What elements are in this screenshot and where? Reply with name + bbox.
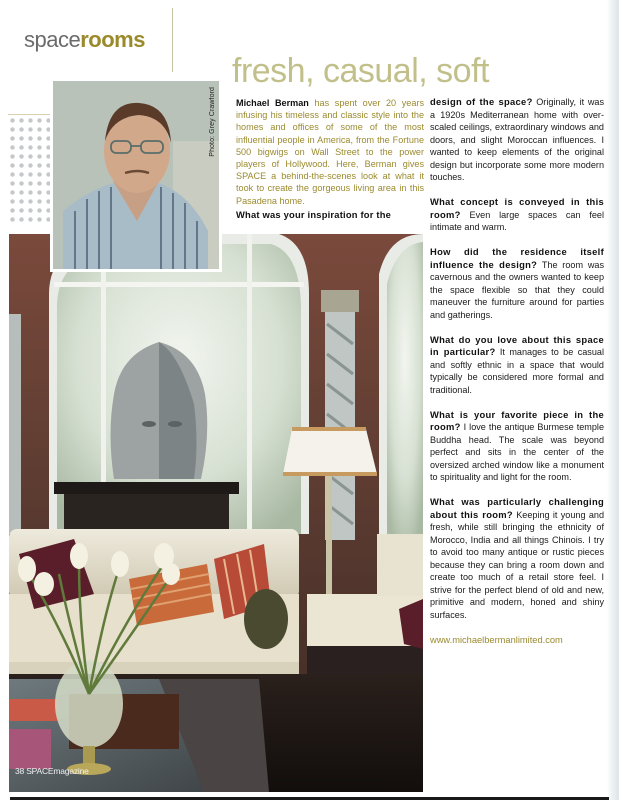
qa-question: What is your favorite piece in the room?	[430, 408, 604, 432]
qa-question: design of the space?	[430, 96, 533, 107]
window-transom	[54, 282, 304, 287]
lamp-stand	[326, 476, 332, 596]
qa-answer: Keeping it young and fresh, while still bringing the ethnicity of Morocco, India and all things Chinois. I try to avoid too many antique or rustic pieces because they can bring a room down and create too much of a retail store feel. I strive for the perfect blend of old and new, primitive and modern, honed and shiny surfaces.	[430, 509, 605, 620]
qa-answer: Originally, it was a 1920s Mediterranean home with over-scaled ceilings, extraordinary windows and doors, and slight Moroccan influences. I wanted to keep elements of the original design but incorporate some more modern touches.	[430, 97, 604, 182]
designer-website-link[interactable]: www.michaelbermanlimited.com	[430, 634, 563, 645]
first-question-start: What was your inspiration for the	[236, 208, 392, 220]
console-table	[54, 482, 239, 494]
page-folio: 38 SPACEmagazine	[15, 766, 89, 776]
portrait-photo	[50, 78, 222, 272]
designer-name: Michael Berman	[236, 98, 309, 108]
qa-question: How did the residence itself influence the design?	[430, 246, 604, 270]
lamp-shade-trim	[292, 427, 366, 431]
dot-pattern-decoration	[8, 116, 50, 226]
section-label-bold: rooms	[80, 27, 145, 52]
book-orange	[9, 699, 57, 721]
sofa-base	[9, 662, 299, 674]
qa-question: What concept is conveyed in this room?	[430, 196, 604, 220]
qa-item	[430, 196, 604, 234]
intro-paragraph	[236, 97, 424, 221]
qa-answer: Even large spaces can feel intimate and warm.	[430, 209, 604, 232]
photo-credit: Photo: Grey Crawford	[209, 87, 216, 157]
intro-text: has spent over 20 years infusing his timeless and classic style into the homes and offices of some of the most influential people in America, from the Fortune 500 bigwigs on Wall Street to the power players of Hollywood. Here, Berman gives SPACE a behind-the-scenes look at what it took to create the gorgeous living area in this Pasadena home.	[236, 98, 424, 206]
section-label-light: space	[24, 27, 81, 52]
qa-item	[430, 334, 604, 397]
qa-answer: It manages to be casual and softly ethnic in a space that would typically be considered more formal and traditional.	[430, 347, 604, 395]
section-label	[24, 28, 145, 52]
bolster-pillow	[244, 589, 288, 649]
lamp-shade	[283, 429, 377, 474]
console-table-base	[64, 494, 229, 534]
page-edge	[607, 0, 619, 800]
right-window-glass	[387, 242, 423, 534]
qa-item	[430, 496, 604, 621]
qa-column	[430, 96, 604, 646]
dots-rule	[8, 114, 50, 115]
qa-answer: The room was cavernous and the owners wanted to keep the space flexible so that they could maneuver the furniture around for parties and gatherings.	[430, 259, 604, 320]
qa-question: What do you love about this space in particular?	[430, 333, 604, 357]
lamp-shade-trim	[283, 472, 377, 476]
right-sofa-back	[377, 534, 423, 596]
qa-item	[430, 96, 604, 184]
portrait-illustration	[53, 81, 219, 269]
qa-item	[430, 409, 604, 484]
qa-question: What was particularly challenging about this room?	[430, 496, 604, 520]
left-column	[9, 314, 21, 534]
living-room-illustration	[9, 234, 423, 792]
article-headline: fresh, casual, soft	[232, 52, 489, 90]
column-capital	[321, 290, 359, 312]
living-room-photo	[9, 234, 423, 792]
glass-vase	[55, 660, 123, 748]
qa-item	[430, 246, 604, 321]
buddha-eye	[142, 421, 156, 427]
header-divider	[172, 8, 173, 72]
buddha-eye	[168, 421, 182, 427]
portrait-image	[53, 81, 219, 269]
book-pink	[9, 729, 51, 769]
qa-answer: I love the antique Burmese temple Buddha head. The scale was beyond perfect and sits in the center of the oversized arched window like a monument to spirituality and light for the room.	[430, 422, 604, 482]
window-mullion	[247, 234, 252, 534]
